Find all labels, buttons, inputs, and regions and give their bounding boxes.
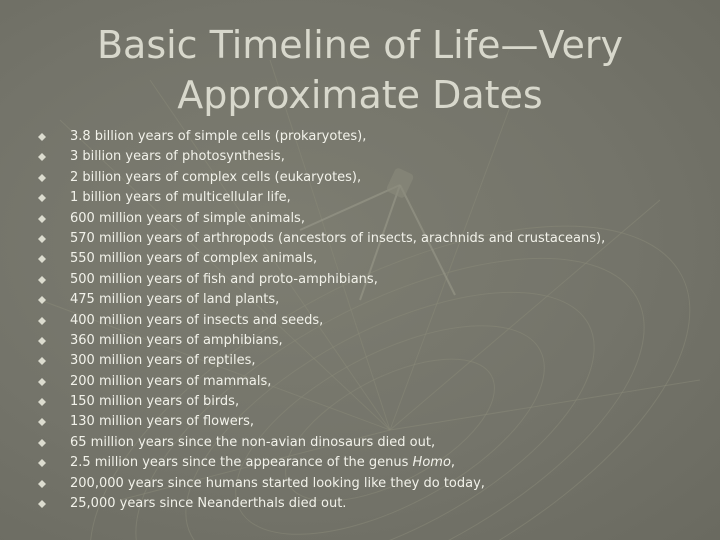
timeline-item	[38, 229, 708, 249]
timeline-item-text: 400 million years of insects and seeds,	[70, 312, 324, 328]
title-line-1: Basic Timeline of Life—Very	[96, 23, 624, 67]
diamond-bullet-icon	[38, 276, 46, 284]
timeline-item-text: 550 million years of complex animals,	[70, 251, 318, 267]
timeline-item	[38, 188, 708, 208]
diamond-bullet-icon	[38, 215, 46, 223]
timeline-item	[38, 270, 708, 290]
timeline-item	[38, 249, 708, 269]
diamond-bullet-icon	[38, 500, 46, 508]
timeline-item	[38, 372, 708, 392]
diamond-bullet-icon	[38, 480, 46, 488]
diamond-bullet-icon	[38, 357, 46, 365]
timeline-item	[38, 290, 708, 310]
diamond-bullet-icon	[38, 235, 46, 243]
timeline-item-text: 300 million years of reptiles,	[70, 353, 256, 369]
timeline-item-text: 200,000 years since humans started looking like they do today,	[70, 475, 485, 491]
timeline-item-text: 360 million years of amphibians,	[70, 332, 283, 348]
timeline-item	[38, 147, 708, 167]
timeline-item-text	[70, 455, 455, 470]
timeline-item-text: 200 million years of mammals,	[70, 373, 272, 389]
timeline-item	[38, 127, 708, 147]
genus-name-italic: Homo	[412, 455, 451, 471]
item-text-post: ,	[450, 455, 456, 471]
timeline-item-text: 600 million years of simple animals,	[70, 210, 305, 226]
diamond-bullet-icon	[38, 337, 46, 345]
timeline-item	[38, 453, 708, 473]
timeline-item	[38, 494, 708, 514]
diamond-bullet-icon	[38, 317, 46, 325]
diamond-bullet-icon	[38, 194, 46, 202]
diamond-bullet-icon	[38, 296, 46, 304]
diamond-bullet-icon	[38, 174, 46, 182]
diamond-bullet-icon	[38, 439, 46, 447]
diamond-bullet-icon	[38, 133, 46, 141]
timeline-item	[38, 331, 708, 351]
timeline-item-text: 1 billion years of multicellular life,	[70, 190, 291, 206]
timeline-item-text: 475 million years of land plants,	[70, 292, 280, 308]
timeline-item-text: 3.8 billion years of simple cells (prokaryotes),	[70, 129, 367, 144]
timeline-item-text: 130 million years of flowers,	[70, 414, 254, 430]
timeline-item	[38, 474, 708, 494]
diamond-bullet-icon	[38, 398, 46, 406]
timeline-item	[38, 392, 708, 412]
timeline-item	[38, 311, 708, 331]
diamond-bullet-icon	[38, 255, 46, 263]
diamond-bullet-icon	[38, 378, 46, 386]
diamond-bullet-icon	[38, 459, 46, 467]
title-line-2: Approximate Dates	[177, 73, 543, 117]
timeline-item	[38, 168, 708, 188]
timeline-item	[38, 351, 708, 371]
diamond-bullet-icon	[38, 418, 46, 426]
timeline-item	[38, 433, 708, 453]
slide-title	[40, 20, 680, 120]
timeline-item-text: 500 million years of fish and proto-amphibians,	[70, 271, 378, 287]
timeline-item-text: 2 billion years of complex cells (eukaryotes),	[70, 169, 362, 185]
timeline-item-text: 65 million years since the non-avian dinosaurs died out,	[70, 434, 436, 450]
timeline-item-text: 570 million years of arthropods (ancestors of insects, arachnids and crustaceans),	[70, 230, 606, 246]
timeline-item-text: 3 billion years of photosynthesis,	[70, 149, 285, 165]
item-text-pre: 2.5 million years since the appearance of the genus	[70, 455, 413, 471]
timeline-list	[38, 127, 708, 514]
timeline-item	[38, 209, 708, 229]
diamond-bullet-icon	[38, 153, 46, 161]
timeline-item	[38, 412, 708, 432]
timeline-item-text: 150 million years of birds,	[70, 394, 240, 410]
timeline-item-text: 25,000 years since Neanderthals died out.	[70, 496, 347, 512]
